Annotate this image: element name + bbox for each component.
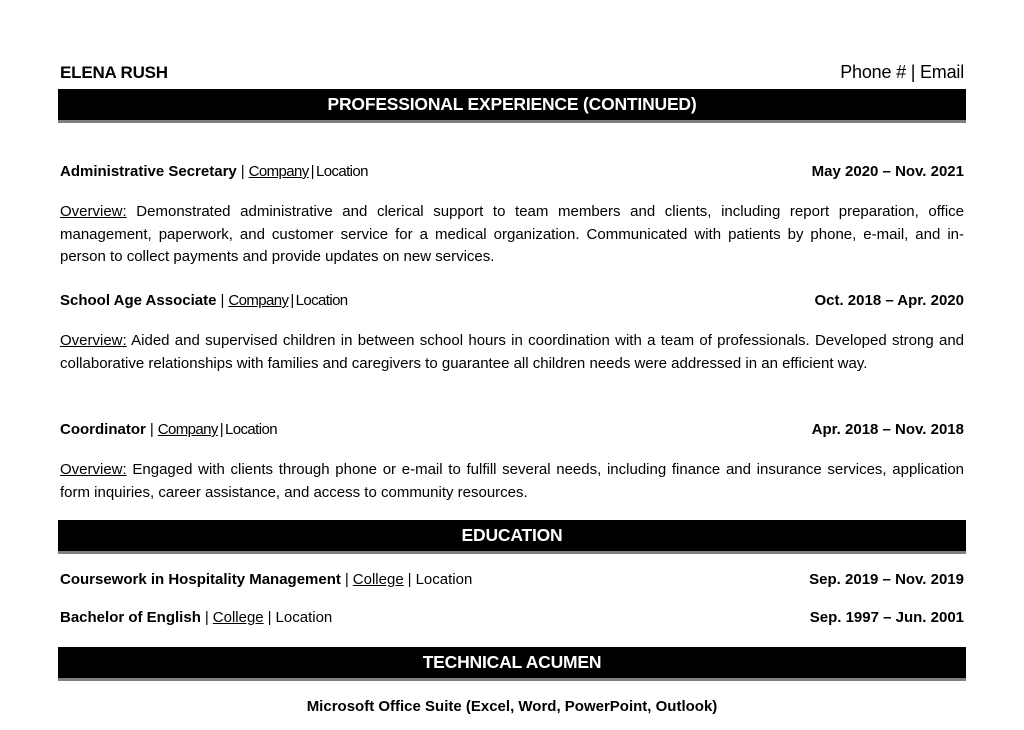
job-company: Company — [228, 292, 289, 309]
separator: | — [240, 163, 245, 180]
education-degree: Coursework in Hospitality Management — [60, 571, 341, 588]
job-overview — [60, 459, 964, 504]
job-role: School Age Associate — [60, 292, 217, 309]
job-title-line — [60, 421, 277, 438]
job-location: Location — [315, 163, 368, 180]
separator: | — [310, 163, 314, 180]
section-header-education: EDUCATION — [58, 520, 966, 554]
education-item — [60, 609, 964, 626]
section-header-experience: PROFESSIONAL EXPERIENCE (CONTINUED) — [58, 89, 966, 123]
overview-label: Overview: — [60, 332, 127, 349]
job-title-line — [60, 292, 348, 309]
overview-text: Aided and supervised children in between school hours in coordination with a team of professionals. Developed strong and collaborative relationships with families and caregivers to guarantee all children needs were addressed in an efficient way. — [60, 332, 964, 372]
job-role: Administrative Secretary — [60, 163, 237, 180]
education-dates: Sep. 1997 – Jun. 2001 — [809, 609, 964, 626]
education-college: College — [352, 571, 404, 588]
education-item — [60, 571, 964, 588]
candidate-name: ELENA RUSH — [60, 63, 168, 82]
education-location: Location — [275, 609, 333, 626]
education-location: Location — [415, 571, 473, 588]
job-company: Company — [157, 421, 218, 438]
separator: | — [204, 609, 209, 626]
education-dates: Sep. 2019 – Nov. 2019 — [809, 571, 964, 588]
job-overview — [60, 201, 964, 269]
separator: | — [220, 292, 225, 309]
separator: | — [407, 571, 412, 588]
technical-skills: Microsoft Office Suite (Excel, Word, PowerPoint, Outlook) — [306, 698, 718, 715]
job-role: Coordinator — [60, 421, 146, 438]
separator: | — [219, 421, 224, 438]
job-location: Location — [295, 292, 348, 309]
job-dates: Oct. 2018 – Apr. 2020 — [814, 292, 964, 309]
overview-text: Engaged with clients through phone or e-mail to fulfill several needs, including finance and insurance services, application form inquiries, career assistance, and access to community resources. — [60, 461, 964, 501]
separator: | — [267, 609, 272, 626]
separator: | — [344, 571, 349, 588]
resume-header — [60, 62, 964, 84]
job-overview — [60, 330, 964, 375]
job-location: Location — [225, 421, 277, 438]
job-header — [60, 421, 964, 438]
overview-text: Demonstrated administrative and clerical support to team members and clients, including report preparation, office management, paperwork, and customer service for a medical organization. Communicated with patients by phone, e-mail, and in-person to collect payments and provide updates on new services. — [60, 203, 964, 265]
education-title-line — [60, 609, 332, 626]
separator: | — [290, 292, 294, 309]
section-header-technical: TECHNICAL ACUMEN — [58, 647, 966, 681]
job-company: Company — [248, 163, 309, 180]
overview-label: Overview: — [60, 461, 127, 478]
separator: | — [149, 421, 154, 438]
job-header — [60, 292, 964, 309]
job-title-line — [60, 163, 368, 180]
job-dates: Apr. 2018 – Nov. 2018 — [811, 421, 964, 438]
education-degree: Bachelor of English — [60, 609, 201, 626]
education-title-line — [60, 571, 472, 588]
job-dates: May 2020 – Nov. 2021 — [811, 163, 964, 180]
contact-info: Phone # | Email — [840, 62, 964, 82]
education-college: College — [212, 609, 264, 626]
job-header — [60, 163, 964, 180]
overview-label: Overview: — [60, 203, 127, 220]
